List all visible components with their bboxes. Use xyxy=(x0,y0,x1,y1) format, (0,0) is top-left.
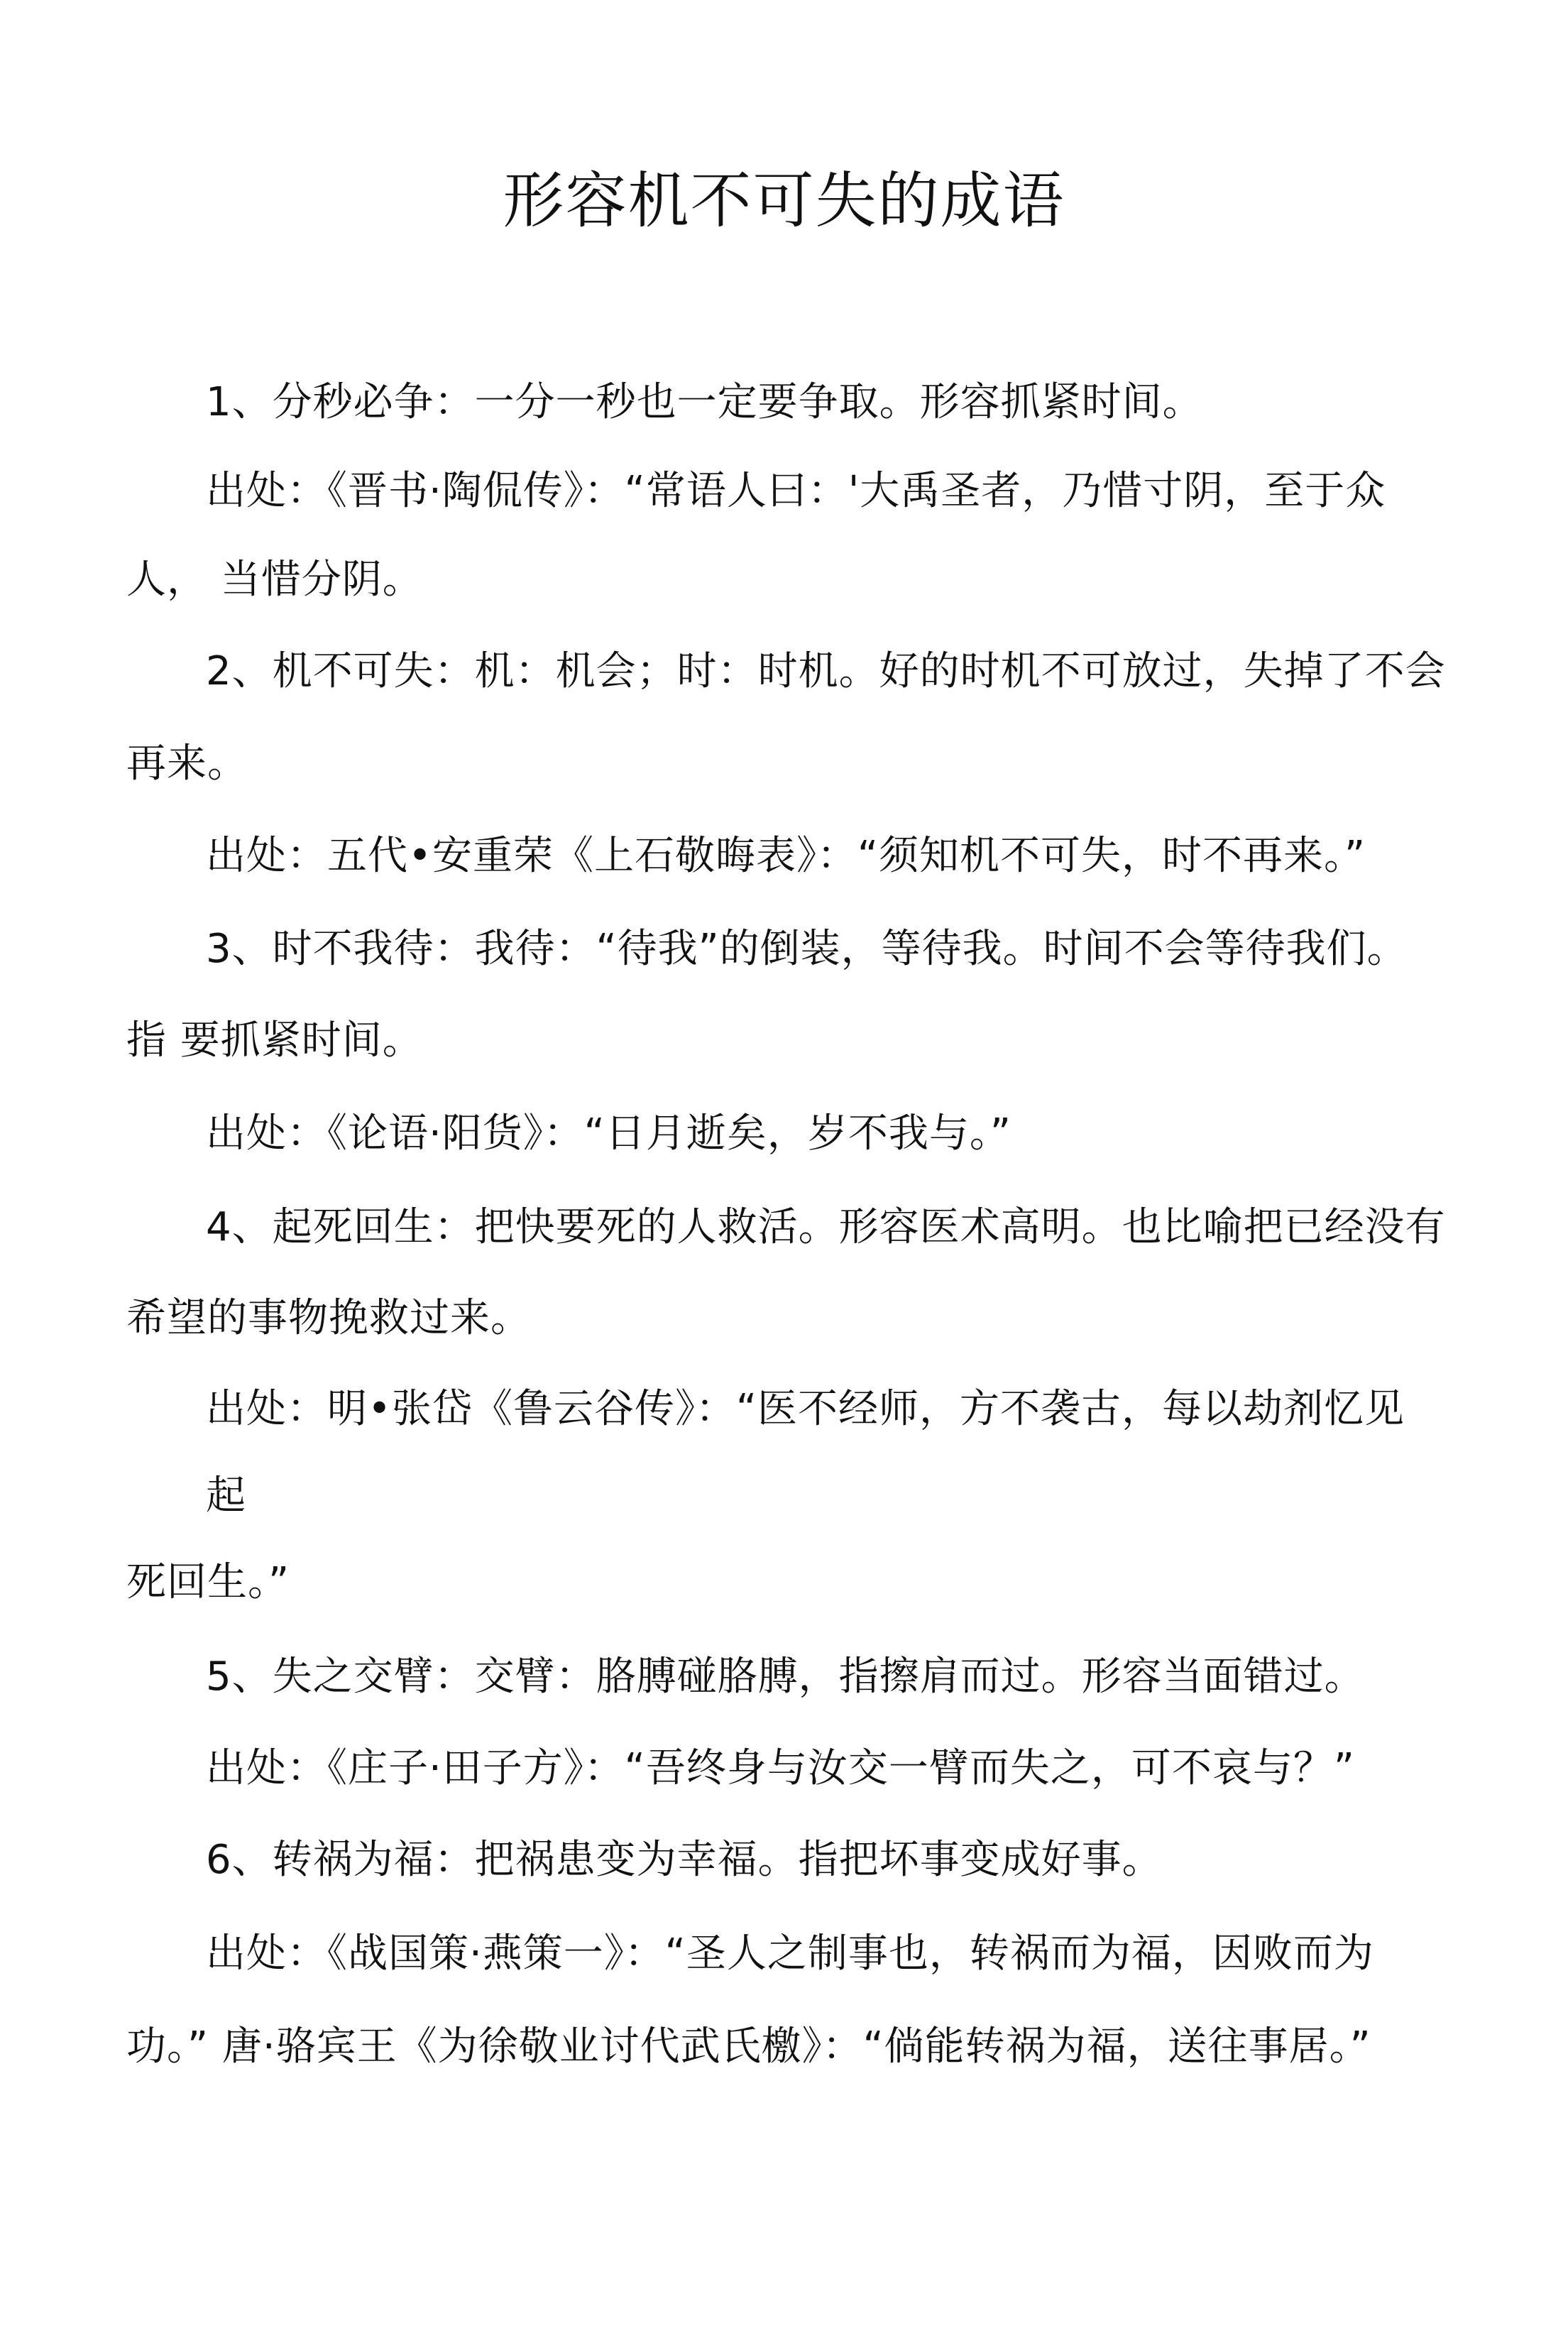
text-line: 出处：《晋书·陶侃传》：“常语人曰：'大禹圣者，乃惜寸阴，至于众 xyxy=(206,468,1386,514)
text-line: 起 xyxy=(206,1473,246,1519)
text-line: 6、转祸为福：把祸患变为幸福。指把坏事变成好事。 xyxy=(206,1837,1163,1883)
text-line: 出处：明•张岱《鲁云谷传》：“医不经师，方不袭古，每以劫剂忆见 xyxy=(206,1386,1405,1432)
text-line: 5、失之交臂：交臂：胳膊碰胳膊，指擦肩而过。形容当面错过。 xyxy=(206,1654,1365,1700)
page-title: 形容机不可失的成语 xyxy=(503,165,1065,236)
text-line: 出处：《庄子·田子方》：“吾终身与汝交一臂而失之，可不哀与？” xyxy=(206,1745,1355,1791)
text-line: 出处：《论语·阳货》：“日月逝矣，岁不我与。” xyxy=(206,1110,1011,1157)
text-line: 功。” 唐·骆宾王《为徐敬业讨代武氏檄》：“倘能转祸为福，送往事居。” xyxy=(126,2024,1371,2070)
text-line: 出处：《战国策·燕策一》：“圣人之制事也，转祸而为福，因败而为 xyxy=(206,1930,1374,1977)
text-line: 再来。 xyxy=(126,741,248,787)
text-line: 死回生。” xyxy=(126,1559,290,1605)
text-line: 3、时不我待：我待：“待我”的倒装，等待我。时间不会等待我们。 xyxy=(206,926,1408,972)
text-line: 出处：五代•安重荣《上石敬晦表》：“须知机不可失，时不再来。” xyxy=(206,833,1366,879)
text-line: 希望的事物挽救过来。 xyxy=(126,1295,531,1341)
text-line: 人， 当惜分阴。 xyxy=(126,557,423,603)
text-line: 1、分秒必争：一分一秒也一定要争取。形容抓紧时间。 xyxy=(206,379,1203,425)
text-line: 4、起死回生：把快要死的人救活。形容医术高明。也比喻把已经没有 xyxy=(206,1204,1446,1250)
text-line: 指 要抓紧时间。 xyxy=(126,1017,423,1064)
text-line: 2、机不可失：机：机会；时：时机。好的时机不可放过，失掉了不会 xyxy=(206,648,1446,694)
